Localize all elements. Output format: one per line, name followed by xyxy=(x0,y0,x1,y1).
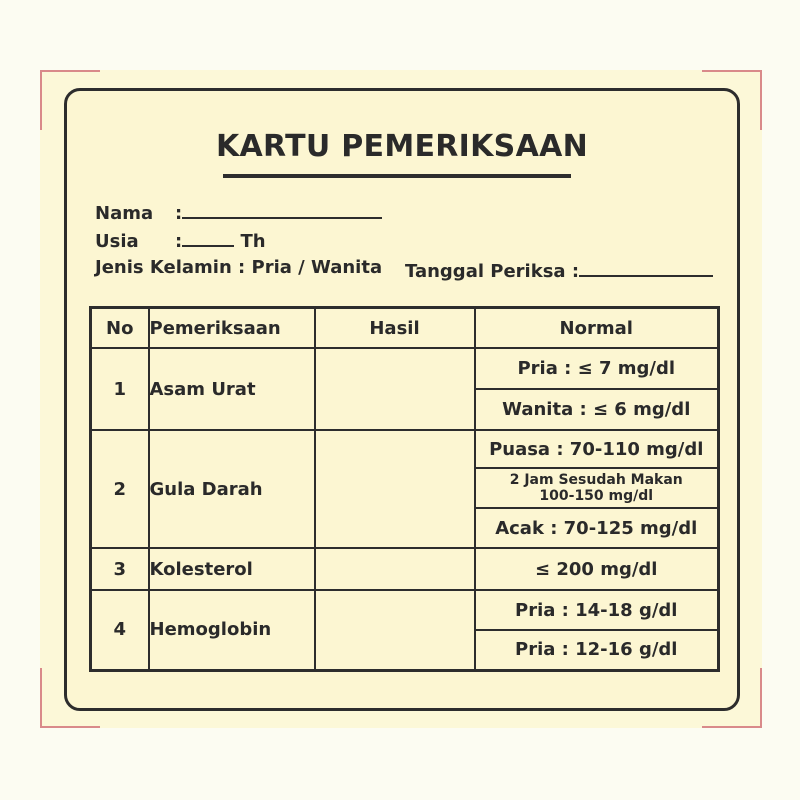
tanggal-label: Tanggal Periksa : xyxy=(405,261,580,282)
exam-name: Gula Darah xyxy=(149,430,315,548)
crop-mark-bottom-right-v xyxy=(760,668,762,728)
nama-label: Nama xyxy=(95,203,154,224)
normal-value: Acak : 70-125 mg/dl xyxy=(475,508,719,548)
usia-field xyxy=(95,227,266,252)
jenis-kelamin-label: Jenis Kelamin : Pria / Wanita xyxy=(95,257,383,278)
usia-colon: : xyxy=(175,231,183,252)
usia-unit: Th xyxy=(240,231,266,252)
normal-value: Puasa : 70-110 mg/dl xyxy=(475,430,719,468)
header-hasil: Hasil xyxy=(315,308,475,349)
normal-value-line: 2 Jam Sesudah Makan xyxy=(509,472,683,488)
exam-name: Kolesterol xyxy=(149,548,315,590)
row-number: 4 xyxy=(91,590,149,670)
table-row xyxy=(91,590,719,630)
crop-mark-bottom-left-v xyxy=(40,668,42,728)
result-cell[interactable] xyxy=(315,548,475,590)
usia-label: Usia xyxy=(95,231,139,252)
result-cell[interactable] xyxy=(315,348,475,430)
result-cell[interactable] xyxy=(315,430,475,548)
row-number: 3 xyxy=(91,548,149,590)
examination-table xyxy=(89,306,720,672)
table-row xyxy=(91,348,719,389)
exam-name: Hemoglobin xyxy=(149,590,315,670)
crop-mark-bottom-right-h xyxy=(702,726,762,728)
normal-value-two-line xyxy=(475,468,719,508)
jenis-kelamin-field xyxy=(95,257,382,278)
table-row xyxy=(91,548,719,590)
exam-name: Asam Urat xyxy=(149,348,315,430)
normal-value-line: 100-150 mg/dl xyxy=(539,488,654,504)
nama-blank[interactable] xyxy=(182,199,382,219)
header-normal: Normal xyxy=(475,308,719,349)
result-cell[interactable] xyxy=(315,590,475,670)
normal-value: ≤ 200 mg/dl xyxy=(475,548,719,590)
card-title: KARTU PEMERIKSAAN xyxy=(215,129,589,164)
crop-mark-bottom-left-h xyxy=(40,726,100,728)
normal-value: Pria : 14-18 g/dl xyxy=(475,590,719,630)
table-header-row xyxy=(91,308,719,349)
tanggal-periksa-field xyxy=(405,257,713,282)
usia-blank[interactable] xyxy=(182,227,234,247)
tanggal-blank[interactable] xyxy=(579,257,713,277)
table-row xyxy=(91,430,719,468)
header-no: No xyxy=(91,308,149,349)
crop-mark-top-right-h xyxy=(702,70,762,72)
title-underline xyxy=(223,174,571,178)
row-number: 2 xyxy=(91,430,149,548)
nama-field xyxy=(95,199,382,224)
normal-value: Wanita : ≤ 6 mg/dl xyxy=(475,389,719,430)
header-pemeriksaan: Pemeriksaan xyxy=(149,308,315,349)
normal-value: Pria : ≤ 7 mg/dl xyxy=(475,348,719,389)
nama-colon: : xyxy=(175,203,183,224)
crop-mark-top-left-v xyxy=(40,70,42,130)
examination-card xyxy=(64,88,740,711)
crop-mark-top-right-v xyxy=(760,70,762,130)
row-number: 1 xyxy=(91,348,149,430)
crop-mark-top-left-h xyxy=(40,70,100,72)
normal-value: Pria : 12-16 g/dl xyxy=(475,630,719,670)
